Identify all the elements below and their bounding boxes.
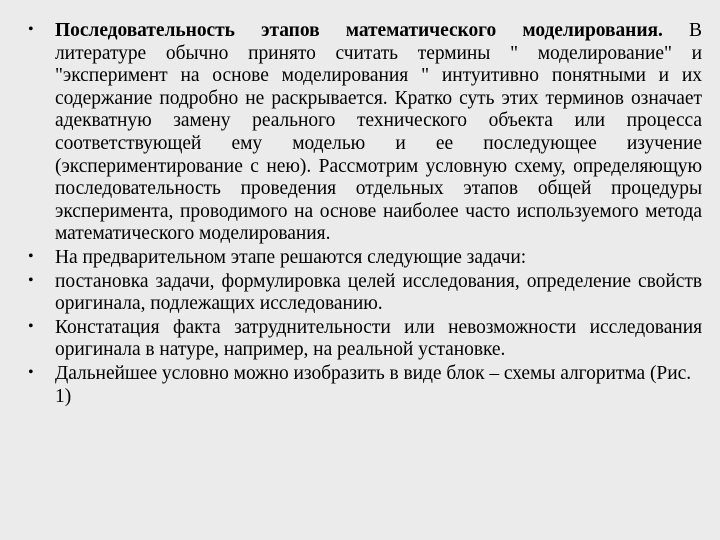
bullet-icon: • xyxy=(28,363,34,381)
bullet-item-difficulty-statement xyxy=(26,317,702,362)
bullet-text: На предварительном этапе решаются следующие задачи: xyxy=(55,246,527,268)
bullet-icon: • xyxy=(28,317,34,335)
bullet-icon: • xyxy=(28,271,34,289)
bullet-lead-bold: Последовательность этапов математического моделирования. xyxy=(55,20,663,41)
bullet-icon: • xyxy=(28,247,34,265)
bullet-item-sequence-of-stages xyxy=(26,20,702,246)
bullet-item-preliminary-stage xyxy=(26,247,702,270)
bullet-text: постановка задачи, формулировка целей исследования, определение свойств оригинала, подлежащих исследованию. xyxy=(55,270,702,315)
bullet-text: В литературе обычно принято считать термины " моделирование" и "эксперимент на основе моделирования " интуитивно понятными и их содержание подробно не раскрывается. Кратко суть этих терминов означает адекватную замену реального технического объекта или процесса соответствующей ему моделью и ее последующее изучение (экспериментирование с нею). Рассмотрим условную схему, определяющую последовательность проведения отдельных этапов общей процедуры эксперимента, проводимого на основе наиболее часто используемого метода математического моделирования. xyxy=(55,20,702,245)
bullet-list xyxy=(26,20,702,409)
bullet-item-block-diagram xyxy=(26,363,702,408)
bullet-icon: • xyxy=(28,21,34,38)
bullet-text: Дальнейшее условно можно изобразить в виде блок – схемы алгоритма (Рис. 1) xyxy=(55,362,692,407)
bullet-item-problem-statement xyxy=(26,271,702,316)
bullet-text: Констатация факта затруднительности или невозможности исследования оригинала в натуре, например, на реальной установке. xyxy=(55,316,702,361)
